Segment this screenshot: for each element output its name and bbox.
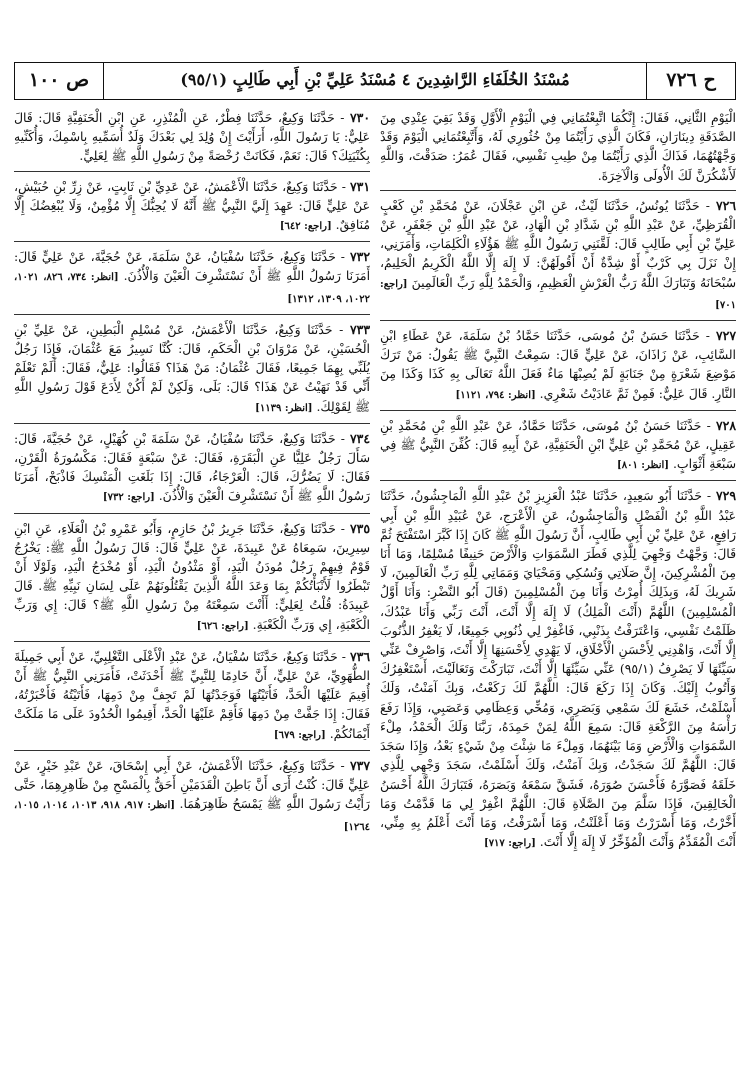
- hadith-entry: ٧٣٦ - حَدَّثَنَا وَكِيعٌ، حَدَّثَنَا سُفْيَانُ، عَنْ عَبْدِ الْأَعْلَى التَّغْلِبِيِّ، عَنْ أَبِي جَمِيلَةَ الطُّهَوِيِّ، عَنْ عَلِيٍّ، أَنَّ خَادِمًا لِلنَّبِيِّ ﷺ أَحْدَثَتْ، فَأَمَرَنِي النَّبِيُّ ﷺ أَنْ أُقِيمَ عَلَيْهَا الْحَدَّ، فَأَتَيْتُهَا فَوَجَدْتُهَا لَمْ تَجِفَّ مِنْ دَمِهَا، فَأَتَيْتُهُ فَأَخْبَرْتُهُ، فَقَالَ: إِذَا جَفَّتْ مِنْ دَمِهَا فَأَقِمْ عَلَيْهَا الْحَدَّ، أَقِيمُوا الْحُدُودَ عَلَى مَا مَلَكَتْ أَيْمَانُكُمْ. [راجع: ٦٧٩]: [14, 647, 370, 751]
- cross-reference: [راجع: ٧٣٢]: [102, 492, 155, 504]
- cross-reference: [انظر: ٨٠١]: [616, 460, 670, 472]
- hadith-entry: ٧٣٣ - حَدَّثَنَا وَكِيعٌ، حَدَّثَنَا الْأَعْمَشُ، عَنْ مُسْلِمٍ الْبَطِينِ، عَنْ عَلِيِّ بْنِ الْحُسَيْنِ، عَنْ مَرْوَانَ بْنِ الْحَكَمِ، قَالَ: كُنَّا نَسِيرُ مَعَ عُثْمَانَ، فَإِذَا رَجُلٌ يُلَبِّي بِهِمَا جَمِيعًا، فَقَالَ عُثْمَانُ: مَنْ هَذَا؟ فَقَالُوا: عَلِيٌّ، فَقَالَ: أَلَمْ تَعْلَمْ أَنِّي قَدْ نَهَيْتُ عَنْ هَذَا؟ قَالَ: بَلَى، وَلَكِنْ لَمْ أَكُنْ لِأَدَعَ قَوْلَ رَسُولِ اللَّهِ ﷺ لِقَوْلِكَ. [انظر: ١١٣٩]: [14, 320, 370, 424]
- running-title: مُسْنَدُ الخُلَفَاءِ الرَّاشِدِينَ ٤ مُسْنَدُ عَلِيِّ بْنِ أَبِي طَالِبٍ (٩٥/١): [180, 70, 570, 89]
- hadith-text: حَدَّثَنَا حَسَنُ بْنُ مُوسَى، حَدَّثَنَا حَمَّادٌ، عَنْ عَبْدِ اللَّهِ بْنِ مُحَمَّدِ بْنِ عَقِيلٍ، عَنْ مُحَمَّدِ بْنِ عَلِيٍّ ابْنِ الْحَنَفِيَّةِ، عَنْ أَبِيهِ قَالَ: كُفِّنَ النَّبِيُّ ﷺ فِي سَبْعَةِ أَثْوَابٍ.: [380, 417, 736, 472]
- right-column: [380, 108, 736, 1074]
- hadith-text: حَدَّثَنَا وَكِيعٌ، حَدَّثَنَا سُفْيَانُ، عَنْ عَبْدِ الْأَعْلَى التَّغْلِبِيِّ، عَنْ أَبِي جَمِيلَةَ الطُّهَوِيِّ، عَنْ عَلِيٍّ، أَنَّ خَادِمًا لِلنَّبِيِّ ﷺ أَحْدَثَتْ، فَأَمَرَنِي النَّبِيُّ ﷺ أَنْ أُقِيمَ عَلَيْهَا الْحَدَّ، فَأَتَيْتُهَا فَوَجَدْتُهَا لَمْ تَجِفَّ مِنْ دَمِهَا، فَأَتَيْتُهُ فَأَخْبَرْتُهُ، فَقَالَ: إِذَا جَفَّتْ مِنْ دَمِهَا فَأَقِمْ عَلَيْهَا الْحَدَّ، أَقِيمُوا الْحُدُودَ عَلَى مَا مَلَكَتْ أَيْمَانُكُمْ.: [14, 648, 370, 741]
- hadith-number: ٧٣٦: [350, 648, 370, 664]
- cross-reference: [راجع: ٦٢٦]: [196, 620, 249, 632]
- hadith-text: حَدَّثَنَا وَكِيعٌ، حَدَّثَنَا الْأَعْمَشُ، عَنْ مُسْلِمٍ الْبَطِينِ، عَنْ عَلِيِّ بْنِ الْحُسَيْنِ، عَنْ مَرْوَانَ بْنِ الْحَكَمِ، قَالَ: كُنَّا نَسِيرُ مَعَ عُثْمَانَ، فَإِذَا رَجُلٌ يُلَبِّي بِهِمَا جَمِيعًا، فَقَالَ عُثْمَانُ: مَنْ هَذَا؟ فَقَالُوا: عَلِيٌّ، فَقَالَ: أَلَمْ تَعْلَمْ أَنِّي قَدْ نَهَيْتُ عَنْ هَذَا؟ قَالَ: بَلَى، وَلَكِنْ لَمْ أَكُنْ لِأَدَعَ قَوْلَ رَسُولِ اللَّهِ ﷺ لِقَوْلِكَ.: [14, 321, 370, 414]
- hadith-number: ٧٢٧: [716, 328, 736, 344]
- hadith-entry: ٧٣٧ - حَدَّثَنَا وَكِيعٌ، حَدَّثَنَا الْأَعْمَشُ، عَنْ أَبِي إِسْحَاقَ، عَنْ عَبْدِ خَيْرٍ، عَنْ عَلِيٍّ قَالَ: كُنْتُ أَرَى أَنَّ بَاطِنَ الْقَدَمَيْنِ أَحَقُّ بِالْمَسْحِ مِنْ ظَاهِرِهِمَا، حَتَّى رَأَيْتُ رَسُولَ اللَّهِ ﷺ يَمْسَحُ ظَاهِرَهُمَا. [انظر: ٩١٧، ٩١٨، ١٠١٣، ١٠١٤، ١٠١٥، ١٢٦٤]: [14, 757, 370, 833]
- hadith-text: حَدَّثَنَا وَكِيعٌ، حَدَّثَنَا سُفْيَانُ، عَنْ سَلَمَةَ، عَنْ حُجَيَّةَ، عَنْ عَلِيٍّ قَالَ: أَمَرَنَا رَسُولُ اللَّهِ ﷺ أَنْ نَسْتَشْرِفَ الْعَيْنَ وَالْأُذُنَ.: [14, 249, 370, 284]
- hadith-text: حَدَّثَنَا وَكِيعٌ، حَدَّثَنَا الْأَعْمَشُ، عَنْ عَدِيِّ بْنِ ثَابِتٍ، عَنْ زِرِّ بْنِ حُبَيْشٍ، عَنْ عَلِيٍّ قَالَ: عَهِدَ إِلَيَّ النَّبِيُّ ﷺ أَنَّهُ لَا يُحِبُّكَ إِلَّا مُؤْمِنٌ، وَلَا يُبْغِضُكَ إِلَّا مُنَافِقٌ.: [14, 178, 370, 233]
- hadith-number: ٧٣٥: [350, 520, 370, 536]
- left-column: [14, 108, 370, 1074]
- hadith-number: ٧٣٢: [350, 249, 370, 265]
- hadith-text: حَدَّثَنَا وَكِيعٌ، حَدَّثَنَا جَرِيرُ بْنُ حَازِمٍ، وَأَبُو عَمْرِو بْنُ الْعَلَاءِ، عَنِ ابْنِ سِيرِينَ، سَمِعَاهُ عَنْ عَبِيدَةَ، عَنْ عَلِيٍّ قَالَ: قَالَ رَسُولُ اللَّهِ ﷺ: يَخْرُجُ قَوْمٌ فِيهِمْ رَجُلٌ مُودَنُ الْيَدِ، أَوْ مَثْدُونُ الْيَدِ، أَوْ مُخْدَجُ الْيَدِ، وَلَوْلَا أَنْ تَبْطَرُوا لَأَنْبَأْتُكُمْ بِمَا وَعَدَ اللَّهُ الَّذِينَ يَقْتُلُونَهُمْ عَلَى لِسَانِ نَبِيِّهِ ﷺ. قَالَ عَبِيدَةُ: قُلْتُ لِعَلِيٍّ: أَأَنْتَ سَمِعْتَهُ مِنْ رَسُولِ اللَّهِ ﷺ؟ قَالَ: إِي وَرَبِّ الْكَعْبَةِ، إِي وَرَبِّ الْكَعْبَةِ.: [14, 520, 370, 632]
- cross-reference: [انظر: ٧٩٤، ١١٢١]: [455, 389, 536, 401]
- hadith-number-marker: ح ٧٢٦: [646, 63, 735, 99]
- hadith-entry: ٧٣٥ - حَدَّثَنَا وَكِيعٌ، حَدَّثَنَا جَرِيرُ بْنُ حَازِمٍ، وَأَبُو عَمْرِو بْنُ الْعَلَاءِ، عَنِ ابْنِ سِيرِينَ، سَمِعَاهُ عَنْ عَبِيدَةَ، عَنْ عَلِيٍّ قَالَ: قَالَ رَسُولُ اللَّهِ ﷺ: يَخْرُجُ قَوْمٌ فِيهِمْ رَجُلٌ مُودَنُ الْيَدِ، أَوْ مَثْدُونُ الْيَدِ، أَوْ مُخْدَجُ الْيَدِ، وَلَوْلَا أَنْ تَبْطَرُوا لَأَنْبَأْتُكُمْ بِمَا وَعَدَ اللَّهُ الَّذِينَ يَقْتُلُونَهُمْ عَلَى لِسَانِ نَبِيِّهِ ﷺ. قَالَ عَبِيدَةُ: قُلْتُ لِعَلِيٍّ: أَأَنْتَ سَمِعْتَهُ مِنْ رَسُولِ اللَّهِ ﷺ؟ قَالَ: إِي وَرَبِّ الْكَعْبَةِ، إِي وَرَبِّ الْكَعْبَةِ. [راجع: ٦٢٦]: [14, 519, 370, 642]
- hadith-entry: ٧٢٩ - حَدَّثَنَا أَبُو سَعِيدٍ، حَدَّثَنَا عَبْدُ الْعَزِيزِ بْنُ عَبْدِ اللَّهِ الْمَاجِشُونُ، حَدَّثَنَا عَبْدُ اللَّهِ بْنُ الْفَضْلِ وَالْمَاجِشُونُ، عَنِ الْأَعْرَجِ، عَنْ عُبَيْدِ اللَّهِ بْنِ أَبِي رَافِعٍ، عَنْ عَلِيِّ بْنِ أَبِي طَالِبٍ، أَنَّ رَسُولَ اللَّهِ ﷺ كَانَ إِذَا كَبَّرَ اسْتَفْتَحَ ثُمَّ قَالَ: وَجَّهْتُ وَجْهِيَ لِلَّذِي فَطَرَ السَّمَوَاتِ وَالْأَرْضَ حَنِيفًا مُسْلِمًا، وَمَا أَنَا مِنَ الْمُشْرِكِينَ، إِنَّ صَلَاتِي وَنُسُكِي وَمَحْيَايَ وَمَمَاتِي لِلَّهِ رَبِّ الْعَالَمِينَ، لَا شَرِيكَ لَهُ، وَبِذَلِكَ أُمِرْتُ وَأَنَا مِنَ الْمُسْلِمِينَ (قَالَ أَبُو النَّضْرِ: وَأَنَا أَوَّلُ الْمُسْلِمِينَ) اللَّهُمَّ (أَنْتَ الْمَلِكُ) لَا إِلَهَ إِلَّا أَنْتَ، أَنْتَ رَبِّي وَأَنَا عَبْدُكَ، ظَلَمْتُ نَفْسِي، وَاعْتَرَفْتُ بِذَنْبِي، فَاغْفِرْ لِي ذُنُوبِي جَمِيعًا، لَا يَغْفِرُ الذُّنُوبَ إِلَّا أَنْتَ، وَاهْدِنِي لِأَحْسَنِ الْأَخْلَاقِ، لَا يَهْدِي لِأَحْسَنِهَا إِلَّا أَنْتَ، وَاصْرِفْ عَنِّي سَيِّئَهَا لَا يَصْرِفُ (٩٥/١) عَنِّي سَيِّئَهَا إِلَّا أَنْتَ، تَبَارَكْتَ وَتَعَالَيْتَ، أَسْتَغْفِرُكَ وَأَتُوبُ إِلَيْكَ. وَكَانَ إِذَا رَكَعَ قَالَ: اللَّهُمَّ لَكَ رَكَعْتُ، وَبِكَ آمَنْتُ، وَلَكَ أَسْلَمْتُ، خَشَعَ لَكَ سَمْعِي وَبَصَرِي، وَمُخِّي وَعِظَامِي وَعَصَبِي، وَإِذَا رَفَعَ رَأْسَهُ مِنَ الرَّكْعَةِ قَالَ: سَمِعَ اللَّهُ لِمَنْ حَمِدَهُ، رَبَّنَا وَلَكَ الْحَمْدُ، مِلْءَ السَّمَوَاتِ وَالْأَرْضِ وَمَا بَيْنَهُمَا، وَمِلْءَ مَا شِئْتَ مِنْ شَيْءٍ بَعْدُ، وَإِذَا سَجَدَ قَالَ: اللَّهُمَّ لَكَ سَجَدْتُ، وَبِكَ آمَنْتُ، وَلَكَ أَسْلَمْتُ، سَجَدَ وَجْهِي لِلَّذِي خَلَقَهُ فَصَوَّرَهُ فَأَحْسَنَ صُوَرَهُ، فَشَقَّ سَمْعَهُ وَبَصَرَهُ، فَتَبَارَكَ اللَّهُ أَحْسَنُ الْخَالِقِينَ، فَإِذَا سَلَّمَ مِنَ الصَّلَاةِ قَالَ: اللَّهُمَّ اغْفِرْ لِي مَا قَدَّمْتُ وَمَا أَخَّرْتُ، وَمَا أَسْرَرْتُ وَمَا أَعْلَنْتُ، وَمَا أَسْرَفْتُ، وَمَا أَنْتَ أَعْلَمُ بِهِ مِنِّي، أَنْتَ الْمُقَدِّمُ وَأَنْتَ الْمُؤَخِّرُ لَا إِلَهَ إِلَّا أَنْتَ. [راجع: ٧١٧]: [380, 488, 736, 850]
- hadith-text: حَدَّثَنَا حَسَنُ بْنُ مُوسَى، حَدَّثَنَا حَمَّادُ بْنُ سَلَمَةَ، عَنْ عَطَاءِ ابْنِ السَّائِبِ، عَنْ زَاذَانَ، عَنْ عَلِيٍّ قَالَ: سَمِعْتُ النَّبِيَّ ﷺ يَقُولُ: مَنْ تَرَكَ مَوْضِعَ شَعْرَةٍ مِنْ جَنَابَةٍ لَمْ يُصِبْهَا مَاءٌ فَعَلَ اللَّهُ تَعَالَى بِهِ كَذَا وَكَذَا مِنَ النَّارِ. قَالَ عَلِيٌّ: فَمِنْ ثَمَّ عَادَيْتُ شَعْرِي.: [380, 328, 736, 401]
- two-column-body: [14, 108, 736, 1074]
- hadith-entry: ٧٣٤ - حَدَّثَنَا وَكِيعٌ، حَدَّثَنَا سُفْيَانُ، عَنْ سَلَمَةَ بْنِ كُهَيْلٍ، عَنْ حُجَيَّةَ، قَالَ: سَأَلَ رَجُلٌ عَلِيًّا عَنِ الْبَقَرَةِ، فَقَالَ: عَنْ سَبْعَةٍ فَقَالَ: مَكْسُورَةُ الْقَرْنِ، فَقَالَ: لَا يَضُرُّكَ، قَالَ: الْعَرْجَاءُ، قَالَ: إِذَا بَلَغَتِ الْمَنْسِكَ فَاذْبَحْ، أَمَرَنَا رَسُولُ اللَّهِ ﷺ أَنْ نَسْتَشْرِفَ الْعَيْنَ وَالْأُذُنَ. [راجع: ٧٣٢]: [14, 429, 370, 514]
- cross-reference: [انظر: ٧٣٤، ٨٢٦، ١٠٢١، ١٠٢٢، ١٣٠٩، ١٣١٢]: [14, 272, 370, 305]
- hadith-text: حَدَّثَنَا وَكِيعٌ، حَدَّثَنَا الْأَعْمَشُ، عَنْ أَبِي إِسْحَاقَ، عَنْ عَبْدِ خَيْرٍ، عَنْ عَلِيٍّ قَالَ: كُنْتُ أَرَى أَنَّ بَاطِنَ الْقَدَمَيْنِ أَحَقُّ بِالْمَسْحِ مِنْ ظَاهِرِهِمَا، حَتَّى رَأَيْتُ رَسُولَ اللَّهِ ﷺ يَمْسَحُ ظَاهِرَهُمَا.: [14, 757, 370, 812]
- hadith-text: حَدَّثَنَا وَكِيعٌ، حَدَّثَنَا فِطْرٌ، عَنِ الْمُنْذِرِ، عَنِ ابْنِ الْحَنَفِيَّةِ قَالَ: قَالَ عَلِيٌّ: يَا رَسُولَ اللَّهِ، أَرَأَيْتَ إِنْ وُلِدَ لِي بَعْدَكَ وَلَدٌ أُسَمِّيهِ بِاسْمِكَ، وَأُكَنِّيهِ بِكُنْيَتِكَ؟ قَالَ: نَعَمْ، فَكَانَتْ رُخْصَةً مِنْ رَسُولِ اللَّهِ ﷺ لِعَلِيٍّ.: [14, 110, 370, 164]
- hadith-text: حَدَّثَنَا وَكِيعٌ، حَدَّثَنَا سُفْيَانُ، عَنْ سَلَمَةَ بْنِ كُهَيْلٍ، عَنْ حُجَيَّةَ، قَالَ: سَأَلَ رَجُلٌ عَلِيًّا عَنِ الْبَقَرَةِ، فَقَالَ: عَنْ سَبْعَةٍ فَقَالَ: مَكْسُورَةُ الْقَرْنِ، فَقَالَ: لَا يَضُرُّكَ، قَالَ: الْعَرْجَاءُ، قَالَ: إِذَا بَلَغَتِ الْمَنْسِكَ فَاذْبَحْ، أَمَرَنَا رَسُولُ اللَّهِ ﷺ أَنْ نَسْتَشْرِفَ الْعَيْنَ وَالْأُذُنَ.: [14, 430, 370, 504]
- cross-reference: [انظر: ٩١٧، ٩١٨، ١٠١٣، ١٠١٤، ١٠١٥، ١٢٦٤]: [14, 800, 370, 833]
- hadith-entry: [380, 108, 736, 191]
- hadith-entry: ٧٢٦ - حَدَّثَنَا يُونُسُ، حَدَّثَنَا لَيْثٌ، عَنِ ابْنِ عَجْلَانَ، عَنْ مُحَمَّدِ بْنِ كَعْبٍ الْقُرَظِيِّ، عَنْ عَبْدِ اللَّهِ بْنِ شَدَّادِ بْنِ الْهَادِ، عَنْ عَبْدِ اللَّهِ بْنِ جَعْفَرٍ، عَنْ عَلِيِّ بْنِ أَبِي طَالِبٍ قَالَ: لَقَّنَنِي رَسُولُ اللَّهِ ﷺ هَؤُلَاءِ الْكَلِمَاتِ، وَأَمَرَنِي، إِنْ نَزَلَ بِي كَرْبٌ أَوْ شِدَّةٌ أَنْ أَقُولَهُنَّ: لَا إِلَهَ إِلَّا اللَّهُ الْكَرِيمُ الْحَلِيمُ، سُبْحَانَهُ وَتَبَارَكَ اللَّهُ رَبُّ الْعَرْشِ الْعَظِيمِ، وَالْحَمْدُ لِلَّهِ رَبِّ الْعَالَمِينَ [راجع: ٧٠١]: [380, 196, 736, 321]
- hadith-number: ٧٣٤: [350, 430, 370, 446]
- cross-reference: [راجع: ٧١٧]: [483, 838, 536, 850]
- hadith-entry: ٧٣٠ - حَدَّثَنَا وَكِيعٌ، حَدَّثَنَا فِطْرٌ، عَنِ الْمُنْذِرِ، عَنِ ابْنِ الْحَنَفِيَّةِ قَالَ: قَالَ عَلِيٌّ: يَا رَسُولَ اللَّهِ، أَرَأَيْتَ إِنْ وُلِدَ لِي بَعْدَكَ وَلَدٌ أُسَمِّيهِ بِاسْمِكَ، وَأُكَنِّيهِ بِكُنْيَتِكَ؟ قَالَ: نَعَمْ، فَكَانَتْ رُخْصَةً مِنْ رَسُولِ اللَّهِ ﷺ لِعَلِيٍّ.: [14, 108, 370, 172]
- hadith-number: ٧٢٩: [716, 488, 736, 504]
- cross-reference: [راجع: ٦٧٩]: [273, 729, 326, 741]
- hadith-text: حَدَّثَنَا يُونُسُ، حَدَّثَنَا لَيْثٌ، عَنِ ابْنِ عَجْلَانَ، عَنْ مُحَمَّدِ بْنِ كَعْبٍ الْقُرَظِيِّ، عَنْ عَبْدِ اللَّهِ بْنِ شَدَّادِ بْنِ الْهَادِ، عَنْ عَبْدِ اللَّهِ بْنِ جَعْفَرٍ، عَنْ عَلِيِّ بْنِ أَبِي طَالِبٍ قَالَ: لَقَّنَنِي رَسُولُ اللَّهِ ﷺ هَؤُلَاءِ الْكَلِمَاتِ، وَأَمَرَنِي، إِنْ نَزَلَ بِي كَرْبٌ أَوْ شِدَّةٌ أَنْ أَقُولَهُنَّ: لَا إِلَهَ إِلَّا اللَّهُ الْكَرِيمُ الْحَلِيمُ، سُبْحَانَهُ وَتَبَارَكَ اللَّهُ رَبُّ الْعَرْشِ الْعَظِيمِ، وَالْحَمْدُ لِلَّهِ رَبِّ الْعَالَمِينَ: [380, 197, 736, 290]
- hadith-number: ٧٣١: [350, 178, 370, 194]
- hadith-entry: ٧٢٨ - حَدَّثَنَا حَسَنُ بْنُ مُوسَى، حَدَّثَنَا حَمَّادٌ، عَنْ عَبْدِ اللَّهِ بْنِ مُحَمَّدِ بْنِ عَقِيلٍ، عَنْ مُحَمَّدِ بْنِ عَلِيٍّ ابْنِ الْحَنَفِيَّةِ، عَنْ أَبِيهِ قَالَ: كُفِّنَ النَّبِيُّ ﷺ فِي سَبْعَةِ أَثْوَابٍ. [انظر: ٨٠١]: [380, 416, 736, 482]
- cross-reference: [راجع: ٧٠١]: [380, 278, 736, 311]
- hadith-entry: ٧٣١ - حَدَّثَنَا وَكِيعٌ، حَدَّثَنَا الْأَعْمَشُ، عَنْ عَدِيِّ بْنِ ثَابِتٍ، عَنْ زِرِّ بْنِ حُبَيْشٍ، عَنْ عَلِيٍّ قَالَ: عَهِدَ إِلَيَّ النَّبِيُّ ﷺ أَنَّهُ لَا يُحِبُّكَ إِلَّا مُؤْمِنٌ، وَلَا يُبْغِضُكَ إِلَّا مُنَافِقٌ. [راجع: ٦٤٢]: [14, 177, 370, 243]
- hadith-number: ٧٣٧: [350, 757, 370, 773]
- hadith-text: حَدَّثَنَا أَبُو سَعِيدٍ، حَدَّثَنَا عَبْدُ الْعَزِيزِ بْنُ عَبْدِ اللَّهِ الْمَاجِشُونُ، حَدَّثَنَا عَبْدُ اللَّهِ بْنُ الْفَضْلِ وَالْمَاجِشُونُ، عَنِ الْأَعْرَجِ، عَنْ عُبَيْدِ اللَّهِ بْنِ أَبِي رَافِعٍ، عَنْ عَلِيِّ بْنِ أَبِي طَالِبٍ، أَنَّ رَسُولَ اللَّهِ ﷺ كَانَ إِذَا كَبَّرَ اسْتَفْتَحَ ثُمَّ قَالَ: وَجَّهْتُ وَجْهِيَ لِلَّذِي فَطَرَ السَّمَوَاتِ وَالْأَرْضَ حَنِيفًا مُسْلِمًا، وَمَا أَنَا مِنَ الْمُشْرِكِينَ، إِنَّ صَلَاتِي وَنُسُكِي وَمَحْيَايَ وَمَمَاتِي لِلَّهِ رَبِّ الْعَالَمِينَ، لَا شَرِيكَ لَهُ، وَبِذَلِكَ أُمِرْتُ وَأَنَا مِنَ الْمُسْلِمِينَ (قَالَ أَبُو النَّضْرِ: وَأَنَا أَوَّلُ الْمُسْلِمِينَ) اللَّهُمَّ (أَنْتَ الْمَلِكُ) لَا إِلَهَ إِلَّا أَنْتَ، أَنْتَ رَبِّي وَأَنَا عَبْدُكَ، ظَلَمْتُ نَفْسِي، وَاعْتَرَفْتُ بِذَنْبِي، فَاغْفِرْ لِي ذُنُوبِي جَمِيعًا، لَا يَغْفِرُ الذُّنُوبَ إِلَّا أَنْتَ، وَاهْدِنِي لِأَحْسَنِ الْأَخْلَاقِ، لَا يَهْدِي لِأَحْسَنِهَا إِلَّا أَنْتَ، وَاصْرِفْ عَنِّي سَيِّئَهَا لَا يَصْرِفُ (٩٥/١) عَنِّي سَيِّئَهَا إِلَّا أَنْتَ، تَبَارَكْتَ وَتَعَالَيْتَ، أَسْتَغْفِرُكَ وَأَتُوبُ إِلَيْكَ. وَكَانَ إِذَا رَكَعَ قَالَ: اللَّهُمَّ لَكَ رَكَعْتُ، وَبِكَ آمَنْتُ، وَلَكَ أَسْلَمْتُ، خَشَعَ لَكَ سَمْعِي وَبَصَرِي، وَمُخِّي وَعِظَامِي وَعَصَبِي، وَإِذَا رَفَعَ رَأْسَهُ مِنَ الرَّكْعَةِ قَالَ: سَمِعَ اللَّهُ لِمَنْ حَمِدَهُ، رَبَّنَا وَلَكَ الْحَمْدُ، مِلْءَ السَّمَوَاتِ وَالْأَرْضِ وَمَا بَيْنَهُمَا، وَمِلْءَ مَا شِئْتَ مِنْ شَيْءٍ بَعْدُ، وَإِذَا سَجَدَ قَالَ: اللَّهُمَّ لَكَ سَجَدْتُ، وَبِكَ آمَنْتُ، وَلَكَ أَسْلَمْتُ، سَجَدَ وَجْهِي لِلَّذِي خَلَقَهُ فَصَوَّرَهُ فَأَحْسَنَ صُوَرَهُ، فَشَقَّ سَمْعَهُ وَبَصَرَهُ، فَتَبَارَكَ اللَّهُ أَحْسَنُ الْخَالِقِينَ، فَإِذَا سَلَّمَ مِنَ الصَّلَاةِ قَالَ: اللَّهُمَّ اغْفِرْ لِي مَا قَدَّمْتُ وَمَا أَخَّرْتُ، وَمَا أَسْرَرْتُ وَمَا أَعْلَنْتُ، وَمَا أَسْرَفْتُ، وَمَا أَنْتَ أَعْلَمُ بِهِ مِنِّي، أَنْتَ الْمُقَدِّمُ وَأَنْتَ الْمُؤَخِّرُ لَا إِلَهَ إِلَّا أَنْتَ.: [380, 488, 736, 850]
- book-page: [14, 12, 736, 1074]
- hadith-text: الْيَوْمِ الثَّانِي، فَقَالَ: إِنَّكُمَا اتَّبِعْتُمَانِي فِي الْيَوْمِ الْأَوَّلِ وَقَدْ بَقِيَ عِنْدِي مِنَ الصَّدَقَةِ دِينَارَانِ، فَكَانَ الَّذِي رَأَيْتُمَا مِنْ خُثُورِي لَهُ، وَأَتَّبِعْتُمَانِي الْيَوْمَ وَقَدْ وَجَّهْتُهُمَا، فَذَاكَ الَّذِي رَأَيْتُمَا مِنْ طِيبِ نَفْسِي، فَقَالَ عُمَرُ: صَدَقْتَ، وَاللَّهِ لَأَشْكُرَنَّ لَكَ الْأُولَى وَالْآخِرَةَ.: [380, 110, 736, 183]
- page-number: ص ١٠٠: [15, 63, 104, 99]
- cross-reference: [انظر: ١١٣٩]: [255, 402, 313, 414]
- hadith-entry: ٧٣٢ - حَدَّثَنَا وَكِيعٌ، حَدَّثَنَا سُفْيَانُ، عَنْ سَلَمَةَ، عَنْ حُجَيَّةَ، عَنْ عَلِيٍّ قَالَ: أَمَرَنَا رَسُولُ اللَّهِ ﷺ أَنْ نَسْتَشْرِفَ الْعَيْنَ وَالْأُذُنَ. [انظر: ٧٣٤، ٨٢٦، ١٠٢١، ١٠٢٢، ١٣٠٩، ١٣١٢]: [14, 247, 370, 315]
- page-header: [14, 62, 736, 100]
- cross-reference: [راجع: ٦٤٢]: [279, 221, 332, 233]
- hadith-entry: ٧٢٧ - حَدَّثَنَا حَسَنُ بْنُ مُوسَى، حَدَّثَنَا حَمَّادُ بْنُ سَلَمَةَ، عَنْ عَطَاءِ ابْنِ السَّائِبِ، عَنْ زَاذَانَ، عَنْ عَلِيٍّ قَالَ: سَمِعْتُ النَّبِيَّ ﷺ يَقُولُ: مَنْ تَرَكَ مَوْضِعَ شَعْرَةٍ مِنْ جَنَابَةٍ لَمْ يُصِبْهَا مَاءٌ فَعَلَ اللَّهُ تَعَالَى بِهِ كَذَا وَكَذَا مِنَ النَّارِ. قَالَ عَلِيٌّ: فَمِنْ ثَمَّ عَادَيْتُ شَعْرِي. [انظر: ٧٩٤، ١١٢١]: [380, 326, 736, 411]
- hadith-number: ٧٣٠: [350, 110, 370, 125]
- hadith-number: ٧٢٦: [716, 197, 736, 213]
- hadith-number: ٧٣٣: [350, 321, 370, 337]
- hadith-number: ٧٢٨: [716, 417, 736, 433]
